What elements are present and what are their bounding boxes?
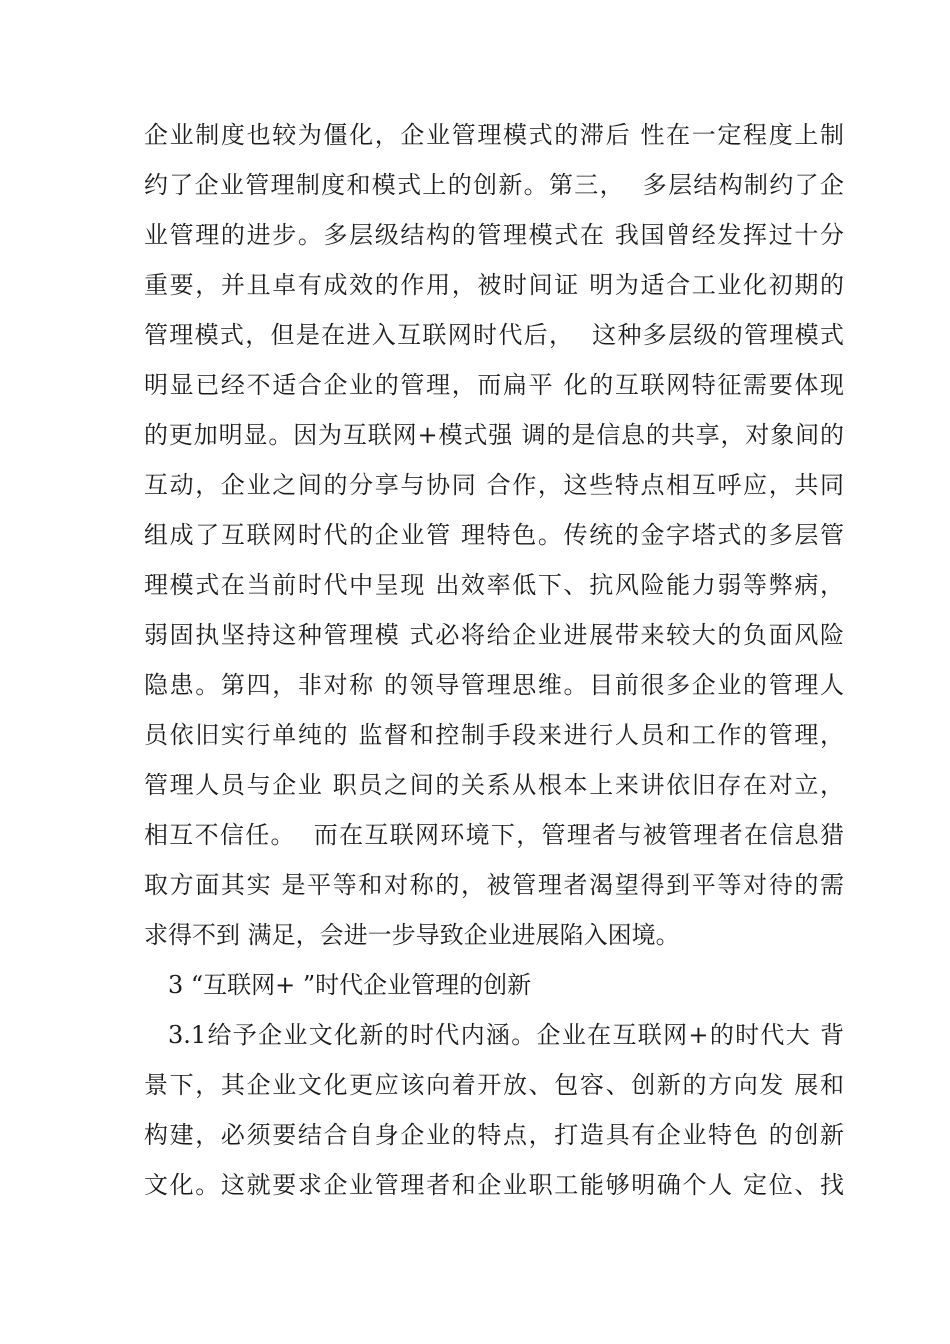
text-line: 业管理的进步。多层级结构的管理模式在 我国曾经发挥过十分 [144,221,844,249]
text-line: 组成了互联网时代的企业管 理特色。传统的金字塔式的多层管 [144,521,844,549]
text-line: 取方面其实 是平等和对称的，被管理者渴望得到平等对待的需 [144,871,844,899]
text-line: 构建，必须要结合自身企业的特点，打造具有企业特色 的创新 [144,1121,844,1149]
text-line: 约了企业管理制度和模式上的创新。第三， 多层结构制约了企 [144,171,844,199]
body-text [144,110,844,1210]
text-line: 管理人员与企业 职员之间的关系从根本上来讲依旧存在对立， [144,771,844,799]
text-line: 明显已经不适合企业的管理，而扁平 化的互联网特征需要体现 [144,371,844,399]
text-line: 互动，企业之间的分享与协同 合作，这些特点相互呼应，共同 [144,471,844,499]
text-line: 的更加明显。因为互联网+模式强 调的是信息的共享，对象间的 [144,421,844,449]
subsection-first-line: 3.1给予企业文化新的时代内涵。企业在互联网+的时代大 背 [168,1021,844,1049]
section-heading: 3 “互联网+ ”时代企业管理的创新 [168,971,532,999]
text-line: 相互不信任。 而在互联网环境下，管理者与被管理者在信息猎 [144,821,844,849]
text-line: 企业制度也较为僵化，企业管理模式的滞后 性在一定程度上制 [144,121,844,149]
text-line: 文化。这就要求企业管理者和企业职工能够明确个人 定位、找 [144,1171,844,1199]
text-line: 隐患。第四，非对称 的领导管理思维。目前很多企业的管理人 [144,671,844,699]
text-line: 重要，并且卓有成效的作用，被时间证 明为适合工业化初期的 [144,271,844,299]
text-line: 理模式在当前时代中呈现 出效率低下、抗风险能力弱等弊病， [144,571,844,599]
text-line: 弱固执坚持这种管理模 式必将给企业进展带来较大的负面风险 [144,621,844,649]
text-line-paragraph-end: 求得不到 满足，会进一步导致企业进展陷入困境。 [144,921,680,949]
text-line: 员依旧实行单纯的 监督和控制手段来进行人员和工作的管理， [144,721,844,749]
text-line: 景下，其企业文化更应该向着开放、包容、创新的方向发 展和 [144,1071,844,1099]
text-line: 管理模式，但是在进入互联网时代后， 这种多层级的管理模式 [144,321,844,349]
